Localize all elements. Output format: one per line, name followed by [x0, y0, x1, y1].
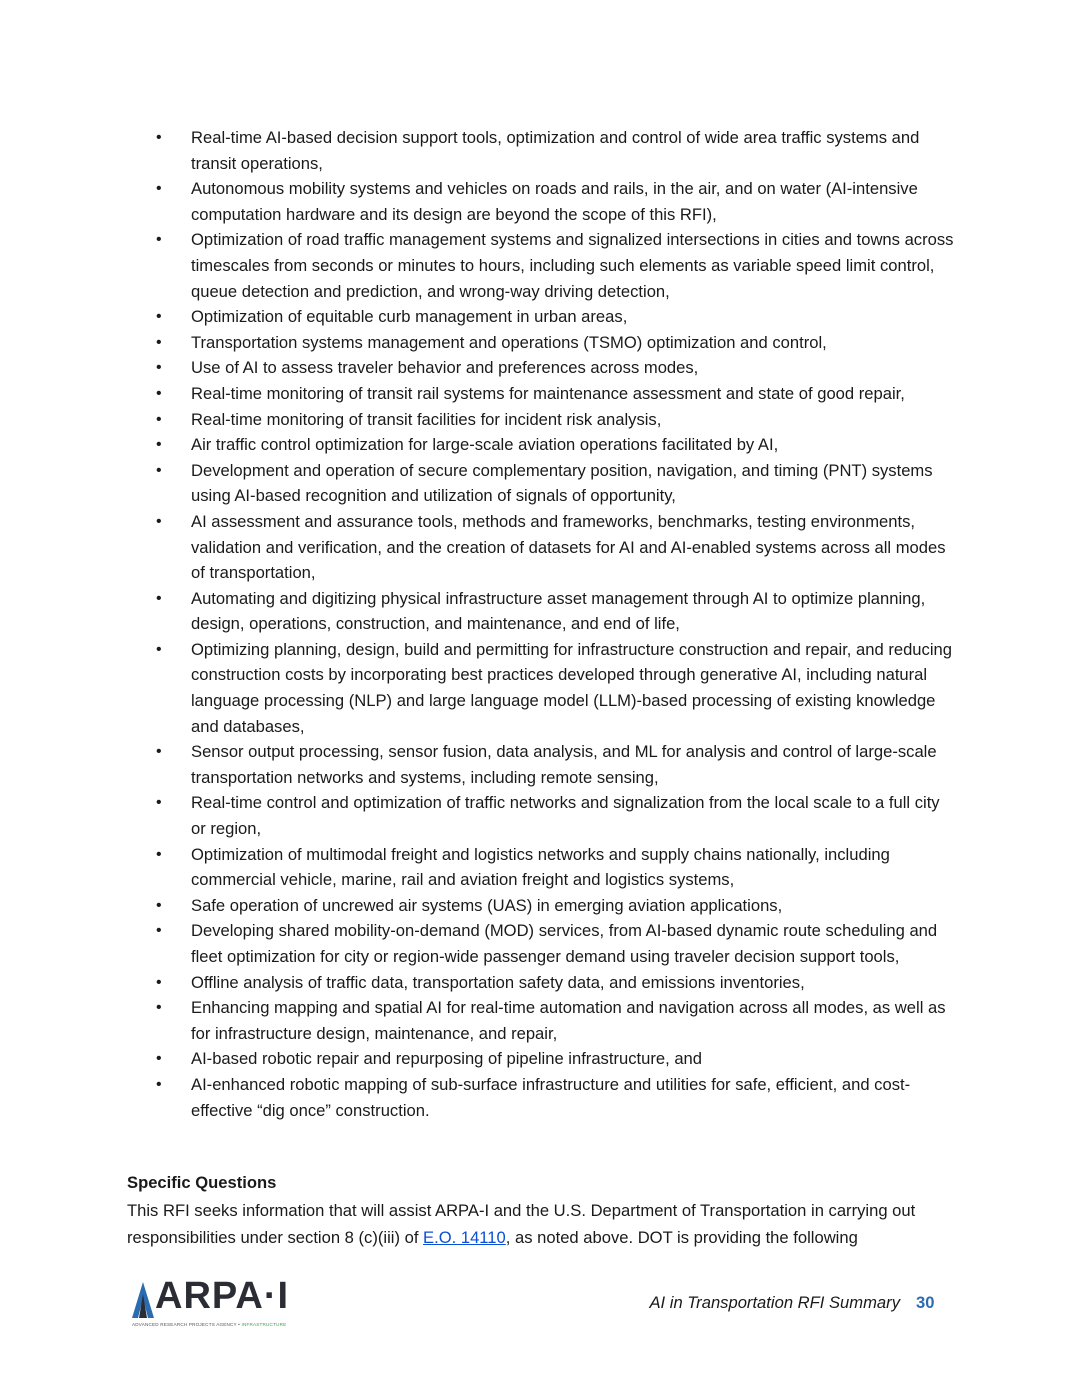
list-item: • AI-enhanced robotic mapping of sub-surface infrastructure and utilities for safe, efficient, and cost-effective “dig once” construction.	[146, 1072, 956, 1123]
footer-document-title: AI in Transportation RFI Summary	[649, 1293, 900, 1312]
list-item: • Real-time monitoring of transit rail systems for maintenance assessment and state of good repair,	[146, 381, 956, 407]
list-item: • Safe operation of uncrewed air systems (UAS) in emerging aviation applications,	[146, 893, 956, 919]
executive-order-link[interactable]: E.O. 14110	[423, 1228, 506, 1247]
section-heading: Specific Questions	[127, 1173, 277, 1192]
list-item: • Optimizing planning, design, build and permitting for infrastructure construction and repair, and reducing construction costs by incorporating best practices developed through generative AI, including natural language processing (NLP) and large language model (LLM)-based processing of existing knowledge and databases,	[146, 637, 956, 739]
arpa-i-logo	[130, 1275, 300, 1328]
list-item: • Air traffic control optimization for large-scale aviation operations facilitated by AI,	[146, 432, 956, 458]
paragraph-text-start: This RFI seeks information that will assist ARPA-I and the U.S. Department of Transportation in carrying out responsibilities under section 8 (c)(iii) of	[127, 1201, 916, 1247]
list-item: • Real-time AI-based decision support tools, optimization and control of wide area traffic systems and transit operations,	[146, 125, 956, 176]
list-item: • Enhancing mapping and spatial AI for real-time automation and navigation across all modes, as well as for infrastructure design, maintenance, and repair,	[146, 995, 956, 1046]
list-item: • Real-time control and optimization of traffic networks and signalization from the local scale to a full city or region,	[146, 790, 956, 841]
list-item: • Autonomous mobility systems and vehicles on roads and rails, in the air, and on water (AI-intensive computation hardware and its design are beyond the scope of this RFI),	[146, 176, 956, 227]
list-item: • AI-based robotic repair and repurposing of pipeline infrastructure, and	[146, 1046, 956, 1072]
list-item: • Offline analysis of traffic data, transportation safety data, and emissions inventories,	[146, 970, 956, 996]
paragraph-text-end: , as noted above. DOT is providing the following	[505, 1228, 858, 1247]
section-paragraph	[127, 1197, 957, 1251]
logo-subtitle: ADVANCED RESEARCH PROJECTS AGENCY • INFRASTRUCTURE	[132, 1322, 287, 1327]
list-item: • Optimization of road traffic management systems and signalized intersections in cities and towns across timescales from seconds or minutes to hours, including such elements as variable speed limit control, queue detection and prediction, and wrong-way driving detection,	[146, 227, 956, 304]
logo-mark-icon	[130, 1280, 156, 1320]
list-item: • Use of AI to assess traveler behavior and preferences across modes,	[146, 355, 956, 381]
bullet-list	[146, 125, 956, 1123]
list-item: • Development and operation of secure complementary position, navigation, and timing (PNT) systems using AI-based recognition and utilization of signals of opportunity,	[146, 458, 956, 509]
list-item: • Sensor output processing, sensor fusion, data analysis, and ML for analysis and control of large-scale transportation networks and systems, including remote sensing,	[146, 739, 956, 790]
page-number: 30	[916, 1293, 935, 1312]
list-item: • Real-time monitoring of transit facilities for incident risk analysis,	[146, 407, 956, 433]
list-item: • AI assessment and assurance tools, methods and frameworks, benchmarks, testing environments, validation and verification, and the creation of datasets for AI and AI-enabled systems across all modes of transportation,	[146, 509, 956, 586]
logo-wordmark: ARPA·I	[155, 1275, 290, 1317]
list-item: • Optimization of multimodal freight and logistics networks and supply chains nationally, including commercial vehicle, marine, rail and aviation freight and logistics systems,	[146, 842, 956, 893]
list-item: • Developing shared mobility-on-demand (MOD) services, from AI-based dynamic route scheduling and fleet optimization for city or region-wide passenger demand using traveler decision support tools,	[146, 918, 956, 969]
list-item: • Optimization of equitable curb management in urban areas,	[146, 304, 956, 330]
list-item: • Automating and digitizing physical infrastructure asset management through AI to optimize planning, design, operations, construction, and maintenance, and end of life,	[146, 586, 956, 637]
list-item: • Transportation systems management and operations (TSMO) optimization and control,	[146, 330, 956, 356]
